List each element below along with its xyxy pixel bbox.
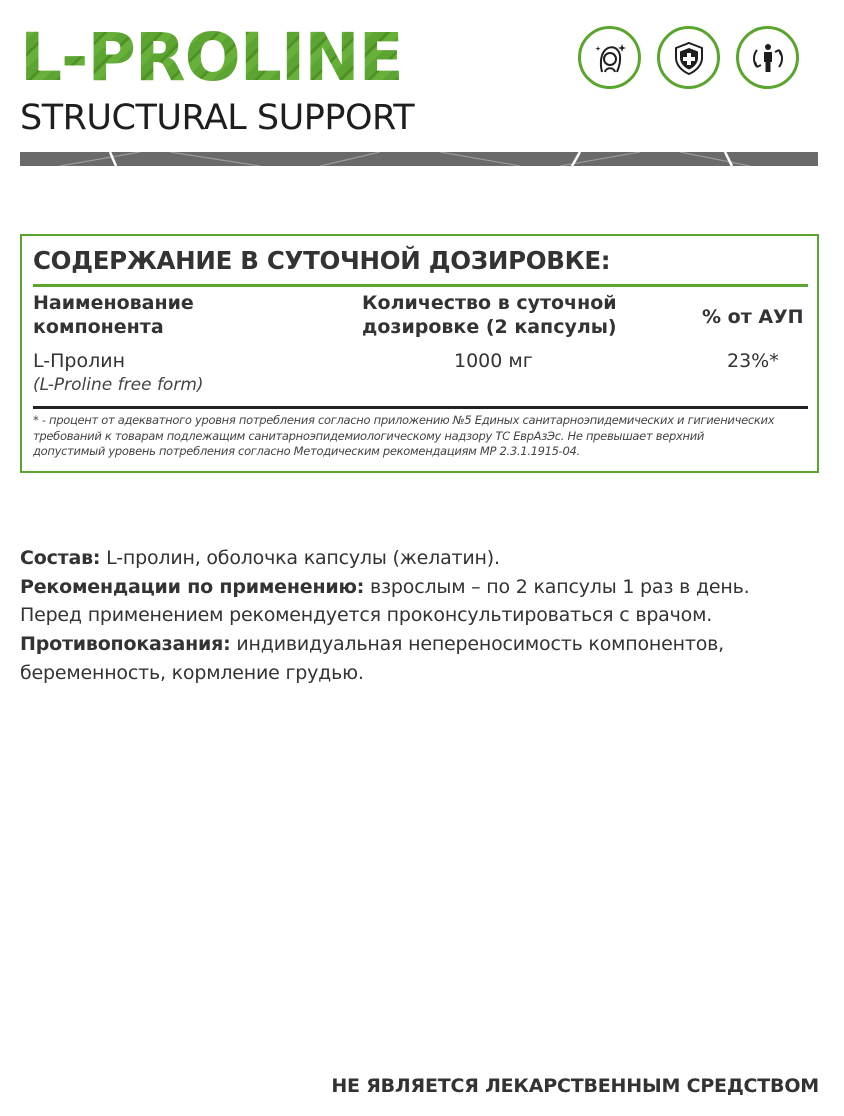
contraindications-label: Противопоказания: — [20, 633, 231, 656]
shield-cross-icon — [657, 26, 720, 89]
contraindications-text: индивидуальная непереносимость компонентов, — [230, 633, 724, 656]
row-ingredient-name: L-Пролин — [33, 350, 125, 372]
product-title: L-PROLINE — [20, 19, 403, 96]
feature-icons — [578, 26, 799, 89]
column-header-name-line1: Наименование — [33, 292, 194, 314]
composition-label: Состав: — [20, 547, 101, 569]
footnote-line3: допустимый уровень потребления согласно Методическим рекомендациям МР 2.3.1.1915-04. — [33, 444, 580, 458]
column-header-name — [33, 291, 194, 339]
body-cycle-icon — [736, 26, 799, 89]
not-medicine-notice: НЕ ЯВЛЯЕТСЯ ЛЕКАРСТВЕННЫМ СРЕДСТВОМ — [331, 1075, 819, 1097]
row-ingredient-percent: 23%* — [727, 350, 779, 372]
usage-line — [20, 573, 830, 602]
footnote-line2: требований к товарам подлежащим санитарноэпидемиологическому надзору ТС ЕврАзЭс. Не превышает верхний — [33, 428, 705, 443]
skin-beauty-icon — [578, 26, 641, 89]
panel-title: СОДЕРЖАНИЕ В СУТОЧНОЙ ДОЗИРОВКЕ: — [33, 246, 611, 275]
footnote — [33, 413, 813, 460]
column-header-quantity-line1: Количество в суточной — [362, 292, 617, 314]
row-ingredient-subname: (L-Proline free form) — [33, 375, 204, 395]
footnote-line1: * - процент от адекватного уровня потребления согласно приложению №5 Единых санитарноэпидемических и гигиенических — [33, 413, 775, 427]
column-header-quantity — [362, 291, 617, 339]
daily-dosage-panel — [20, 234, 819, 473]
usage-label: Рекомендации по применению: — [20, 575, 365, 598]
product-subtitle: STRUCTURAL SUPPORT — [20, 98, 415, 138]
product-info — [20, 544, 830, 688]
panel-divider-black — [33, 406, 808, 409]
composition-line — [20, 544, 830, 573]
row-ingredient-quantity: 1000 мг — [454, 350, 533, 372]
contraindications-line-2: беременность, кормление грудью. — [20, 661, 364, 684]
decorative-stripe — [20, 152, 818, 166]
contraindications-line — [20, 630, 830, 659]
usage-text: взрослым – по 2 капсулы 1 раз в день. — [364, 575, 750, 598]
column-header-quantity-line2: дозировке (2 капсулы) — [362, 316, 617, 338]
column-header-percent: % от АУП — [702, 306, 804, 328]
composition-text: L-пролин, оболочка капсулы (желатин). — [100, 547, 500, 569]
column-header-name-line2: компонента — [33, 316, 164, 338]
panel-divider-green — [33, 284, 808, 287]
usage-line-2: Перед применением рекомендуется проконсультироваться с врачом. — [20, 604, 713, 627]
